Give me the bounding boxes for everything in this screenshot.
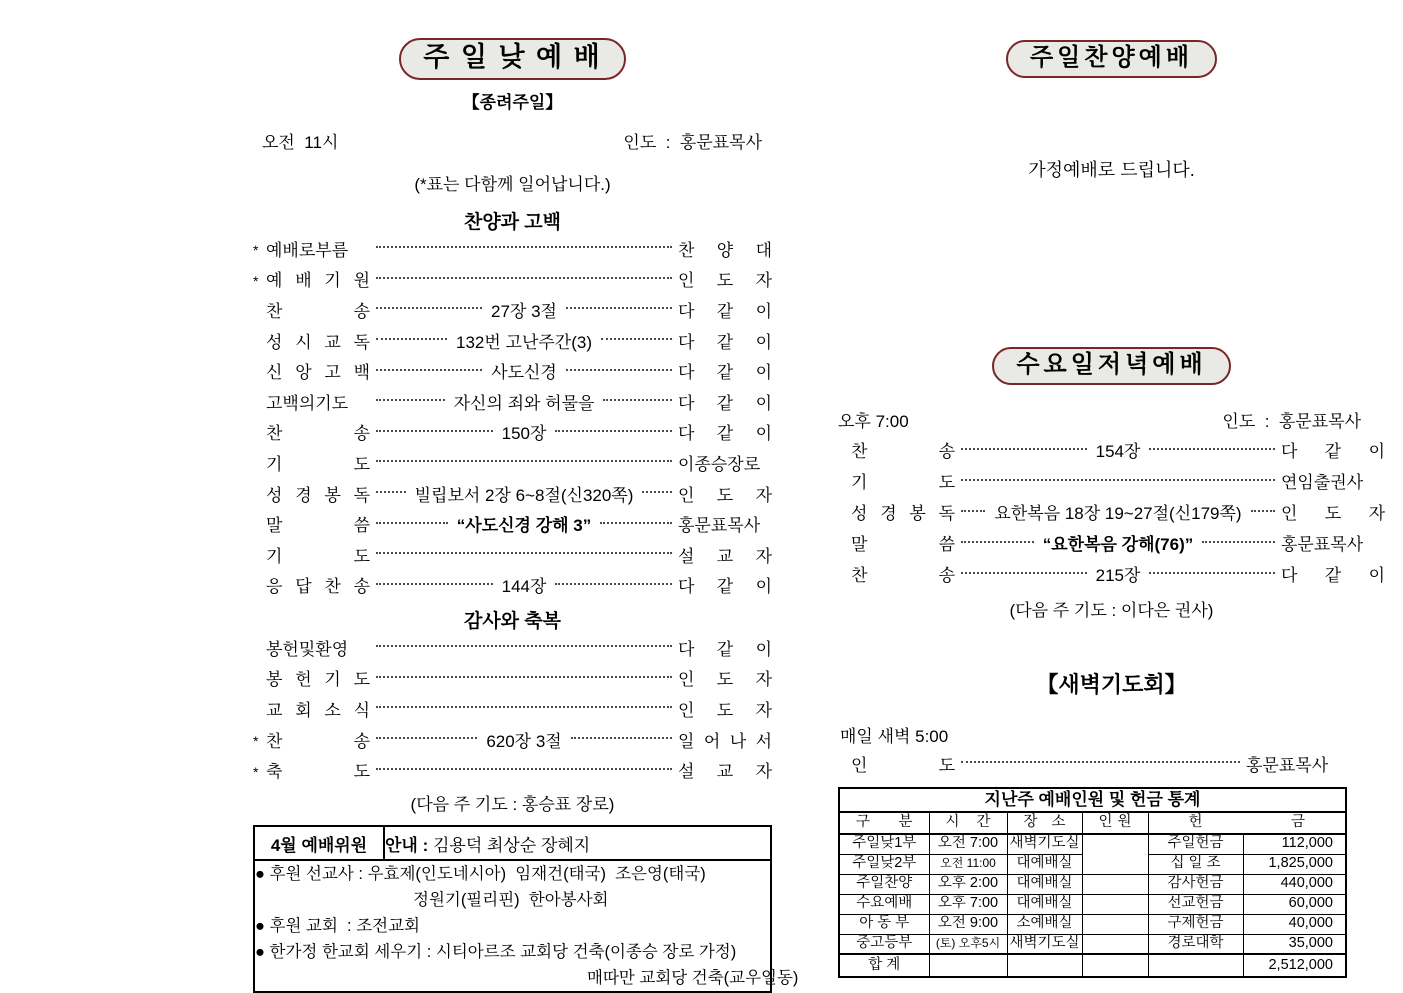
row-label: 예배로부름 — [266, 240, 349, 260]
dotted-leader — [376, 369, 482, 371]
dotted-leader — [961, 479, 1275, 481]
stats-cell-place: 대예배실 — [1007, 894, 1082, 914]
stats-cell-offering: 선교헌금 — [1148, 894, 1243, 914]
stats-cell-attendance — [1082, 894, 1148, 914]
stats-row — [839, 914, 1346, 934]
dotted-leader — [601, 338, 672, 340]
row-value: 홍문표목사 — [1281, 535, 1364, 554]
row-value: 설 교 자 — [678, 546, 772, 566]
row-value: 다 같 이 — [1281, 442, 1386, 461]
row-label: 말 씀 — [851, 535, 955, 554]
dotted-leader — [600, 522, 672, 524]
stats-row — [839, 834, 1346, 854]
committee-body-row — [254, 860, 771, 992]
next-week-prayer-left: (다음 주 기도 : 홍승표 장로) — [410, 795, 615, 814]
row-value: 다 같 이 — [678, 424, 773, 444]
stats-cell-time: 오전 7:00 — [929, 834, 1007, 854]
stats-cell-place: 새벽기도실 — [1007, 934, 1082, 954]
stats-cell-time: (토) 오후5시 — [929, 934, 1007, 954]
stats-cell-category: 아 동 부 — [839, 914, 929, 934]
stats-cell-place: 새벽기도실 — [1007, 834, 1082, 854]
dawn-prayer-title: 【새벽기도회】 — [1036, 672, 1187, 697]
sunday-day-service-title: 주 일 낮 예 배 — [399, 38, 625, 80]
stand-asterisk: * — [253, 763, 259, 780]
worship-row — [253, 417, 772, 448]
worship-row — [838, 558, 1385, 589]
stats-cell-time: 오전 11:00 — [929, 854, 1007, 874]
stats-cell-time: 오후 2:00 — [929, 874, 1007, 894]
worship-row — [253, 264, 772, 295]
stats-total-offering — [1148, 954, 1243, 977]
dotted-leader — [376, 768, 672, 770]
committee-note-line: ● 한가정 한교회 세우기 : 시티아르조 교회당 건축(이종승 장로 가정) — [255, 943, 737, 961]
dotted-leader — [1202, 541, 1275, 543]
dotted-leader — [961, 510, 985, 512]
stats-row — [839, 894, 1346, 914]
left-title-wrap — [253, 38, 772, 80]
dotted-leader — [642, 491, 672, 493]
row-center-text: 27장 3절 — [491, 301, 557, 321]
row-label: 기 도 — [266, 546, 370, 566]
worship-row — [253, 724, 772, 755]
row-label: 찬 송 — [851, 442, 955, 461]
row-center-text: 215장 — [1095, 566, 1141, 585]
stand-asterisk: * — [253, 272, 259, 289]
stats-cell-amount: 60,000 — [1243, 894, 1346, 914]
row-value: 일 어 나 서 — [678, 731, 773, 751]
row-value: 다 같 이 — [678, 301, 772, 321]
row-value: 다 같 이 — [678, 363, 773, 383]
stats-cell-amount: 1,825,000 — [1243, 854, 1346, 874]
committee-guide-cell — [384, 826, 771, 860]
row-center-text: 144장 — [501, 577, 547, 597]
worship-row — [253, 663, 772, 694]
stats-cell-offering: 구제헌금 — [1148, 914, 1243, 934]
row-label: 교 회 소 식 — [266, 700, 370, 720]
row-label: 봉헌및환영 — [266, 639, 349, 659]
stats-cell-attendance — [1082, 834, 1148, 874]
row-label: 찬 송 — [266, 301, 370, 321]
worship-row — [253, 478, 772, 509]
stand-asterisk: * — [253, 733, 259, 750]
row-value: 이종승장로 — [678, 454, 761, 474]
worship-rows-thanks — [253, 632, 772, 785]
wednesday-evening-service-title: 수요일저녁예배 — [992, 347, 1230, 385]
row-center-text: “요한복음 강해(76)” — [1042, 535, 1194, 554]
stats-cell-time: 오후 7:00 — [929, 894, 1007, 914]
stats-table — [838, 787, 1347, 978]
stats-title-row — [839, 788, 1346, 812]
stats-cell-category: 주일낮1부 — [839, 834, 929, 854]
stats-row — [839, 874, 1346, 894]
dotted-leader — [961, 572, 1087, 574]
palm-sunday-subtitle: 【종려주일】 — [462, 93, 563, 112]
row-label: 찬 송 — [266, 731, 370, 751]
row-center-text: 620장 3절 — [486, 731, 562, 751]
row-value: 인 도 자 — [678, 670, 772, 690]
worship-row — [253, 508, 772, 539]
wednesday-info-row — [838, 407, 1385, 432]
worship-row — [253, 632, 772, 663]
stats-total-label: 합 계 — [839, 954, 929, 977]
dotted-leader — [571, 737, 672, 739]
dotted-leader — [961, 541, 1034, 543]
dotted-leader — [1149, 572, 1275, 574]
row-value: 홍문표목사 — [1246, 755, 1329, 775]
row-center-text: 자신의 죄와 허물을 — [453, 393, 595, 413]
worship-row — [253, 233, 772, 264]
worship-row — [838, 465, 1385, 496]
worship-row — [253, 570, 772, 601]
dotted-leader — [376, 338, 447, 340]
row-center-text: “사도신경 강해 3” — [456, 516, 592, 536]
stats-header-time: 시 간 — [929, 812, 1007, 834]
worship-row — [253, 355, 772, 386]
worship-row — [253, 294, 772, 325]
worship-row — [838, 527, 1385, 558]
stats-total-time — [929, 954, 1007, 977]
dotted-leader — [961, 761, 1240, 763]
stats-cell-category: 주일낮2부 — [839, 854, 929, 874]
row-value: 인 도 자 — [1281, 504, 1386, 523]
stats-cell-amount: 112,000 — [1243, 834, 1346, 854]
stats-total-place — [1007, 954, 1082, 977]
stats-header-row — [839, 812, 1346, 834]
worship-row — [253, 754, 772, 785]
stats-header-offering: 헌 금 — [1148, 812, 1346, 834]
dotted-leader — [376, 706, 672, 708]
row-label: 기 도 — [851, 473, 955, 492]
committee-header-row — [254, 826, 771, 860]
stand-asterisk: * — [253, 242, 259, 259]
row-label: 예 배 기 원 — [266, 271, 370, 291]
dotted-leader — [1251, 510, 1275, 512]
dotted-leader — [376, 491, 406, 493]
stats-cell-amount: 35,000 — [1243, 934, 1346, 954]
stats-cell-offering: 감사헌금 — [1148, 874, 1243, 894]
dotted-leader — [566, 307, 672, 309]
stats-cell-category: 중고등부 — [839, 934, 929, 954]
row-label: 찬 송 — [851, 566, 955, 585]
row-label: 응 답 찬 송 — [266, 577, 370, 597]
row-label: 찬 송 — [266, 424, 370, 444]
service-leader: 인도 : 홍문표목사 — [623, 133, 762, 152]
stats-total-row — [839, 954, 1346, 977]
committee-note-line: ● 후원 선교사 : 우효제(인도네시아) 임재건(태국) 조은영(태국) — [255, 865, 706, 883]
dotted-leader — [555, 430, 672, 432]
stats-cell-attendance — [1082, 934, 1148, 954]
dotted-leader — [376, 307, 482, 309]
dotted-leader — [376, 552, 672, 554]
next-week-prayer-right: (다음 주 기도 : 이다은 권사) — [1009, 601, 1214, 620]
row-center-text: 사도신경 — [491, 363, 557, 383]
row-value: 홍문표목사 — [678, 516, 761, 536]
dotted-leader — [376, 246, 672, 248]
section-heading-praise: 찬양과 고백 — [463, 212, 562, 233]
row-center-text: 요한복음 18장 19~27절(신179쪽) — [994, 504, 1242, 523]
service-time: 오전 11시 — [262, 133, 339, 152]
wednesday-leader: 인도 : 홍문표목사 — [1222, 412, 1361, 431]
dawn-prayer-time: 매일 새벽 5:00 — [840, 727, 949, 746]
stats-row — [839, 934, 1346, 954]
committee-note-line: ● 후원 교회 : 조전교회 — [255, 917, 420, 935]
row-value: 인 도 자 — [678, 700, 772, 720]
worship-row — [253, 693, 772, 724]
row-center-text: 132번 고난주간(3) — [456, 332, 592, 352]
row-value: 다 같 이 — [678, 393, 773, 413]
stats-cell-offering: 십 일 조 — [1148, 854, 1243, 874]
sunday-praise-service-title: 주일찬양예배 — [1006, 40, 1217, 78]
dawn-prayer-row — [838, 748, 1350, 778]
committee-month-label: 4월 예배위원 — [254, 826, 384, 860]
stats-cell-time: 오전 9:00 — [929, 914, 1007, 934]
worship-row — [253, 447, 772, 478]
worship-rows-wednesday — [838, 434, 1385, 589]
row-value: 다 같 이 — [1281, 566, 1386, 585]
stats-cell-place: 대예배실 — [1007, 854, 1082, 874]
stats-cell-amount: 440,000 — [1243, 874, 1346, 894]
dotted-leader — [376, 583, 493, 585]
service-info-row — [253, 128, 772, 153]
stats-cell-place: 소예배실 — [1007, 914, 1082, 934]
committee-note-line: 정원기(필리핀) 한아봉사회 — [413, 891, 609, 909]
praise-title-wrap — [838, 40, 1385, 78]
dotted-leader — [961, 448, 1087, 450]
worship-row — [253, 386, 772, 417]
dotted-leader — [376, 645, 672, 647]
row-label: 성 경 봉 독 — [851, 504, 955, 523]
worship-row — [838, 748, 1350, 778]
committee-notes — [254, 860, 799, 992]
row-label: 신 앙 고 백 — [266, 363, 370, 383]
row-label: 고백의기도 — [266, 393, 349, 413]
stats-cell-attendance — [1082, 914, 1148, 934]
right-page — [838, 0, 1385, 992]
stats-header-attendance: 인 원 — [1082, 812, 1148, 834]
stats-cell-amount: 40,000 — [1243, 914, 1346, 934]
guide-label: 안내 : — [385, 835, 429, 855]
left-page — [253, 0, 799, 992]
dotted-leader — [376, 399, 445, 401]
guide-names: 김용덕 최상순 장혜지 — [432, 835, 591, 855]
wednesday-title-wrap — [838, 347, 1385, 385]
stats-cell-category: 수요예배 — [839, 894, 929, 914]
row-value: 연임출권사 — [1281, 473, 1364, 492]
row-value: 다 같 이 — [678, 639, 772, 659]
row-value: 인 도 자 — [678, 485, 772, 505]
stats-cell-place: 대예배실 — [1007, 874, 1082, 894]
row-value: 찬 양 대 — [678, 240, 772, 260]
dotted-leader — [376, 430, 493, 432]
wednesday-time: 오후 7:00 — [838, 412, 909, 431]
dotted-leader — [603, 399, 672, 401]
stats-cell-attendance — [1082, 874, 1148, 894]
stats-total-amount: 2,512,000 — [1243, 954, 1346, 977]
row-label: 인 도 — [851, 755, 955, 775]
dotted-leader — [376, 676, 672, 678]
row-value: 인 도 자 — [678, 271, 772, 291]
stats-title: 지난주 예배인원 및 헌금 통계 — [839, 788, 1346, 812]
row-label: 봉 헌 기 도 — [266, 670, 370, 690]
stand-note: (*표는 다함께 일어납니다.) — [414, 175, 611, 194]
dotted-leader — [1149, 448, 1275, 450]
row-center-text: 빌립보서 2장 6~8절(신320쪽) — [414, 485, 634, 505]
row-label: 성 경 봉 독 — [266, 485, 370, 505]
worship-rows-praise — [253, 233, 772, 600]
row-label: 기 도 — [266, 454, 370, 474]
dotted-leader — [376, 522, 448, 524]
dotted-leader — [376, 277, 672, 279]
row-value: 다 같 이 — [678, 577, 773, 597]
worship-row — [253, 325, 772, 356]
row-center-text: 154장 — [1095, 442, 1141, 461]
stats-cell-offering: 주일헌금 — [1148, 834, 1243, 854]
worship-row — [253, 539, 772, 570]
section-heading-thanks: 감사와 축복 — [463, 611, 562, 632]
row-center-text: 150장 — [501, 424, 547, 444]
stats-header-category: 구 분 — [839, 812, 929, 834]
home-worship-note: 가정예배로 드립니다. — [1028, 160, 1195, 180]
stats-total-attendance — [1082, 954, 1148, 977]
row-value: 다 같 이 — [678, 332, 773, 352]
row-label: 축 도 — [266, 762, 370, 782]
stats-cell-offering: 경로대학 — [1148, 934, 1243, 954]
stats-cell-category: 주일찬양 — [839, 874, 929, 894]
dotted-leader — [376, 460, 672, 462]
dotted-leader — [566, 369, 672, 371]
worship-row — [838, 434, 1385, 465]
dotted-leader — [376, 737, 477, 739]
stats-header-place: 장 소 — [1007, 812, 1082, 834]
dotted-leader — [555, 583, 672, 585]
worship-row — [838, 496, 1385, 527]
row-value: 설 교 자 — [678, 762, 772, 782]
row-label: 성 시 교 독 — [266, 332, 370, 352]
row-label: 말 씀 — [266, 516, 370, 536]
committee-note-line: 매따만 교회당 건축(교우일동) — [587, 969, 799, 987]
committee-table — [253, 825, 799, 993]
